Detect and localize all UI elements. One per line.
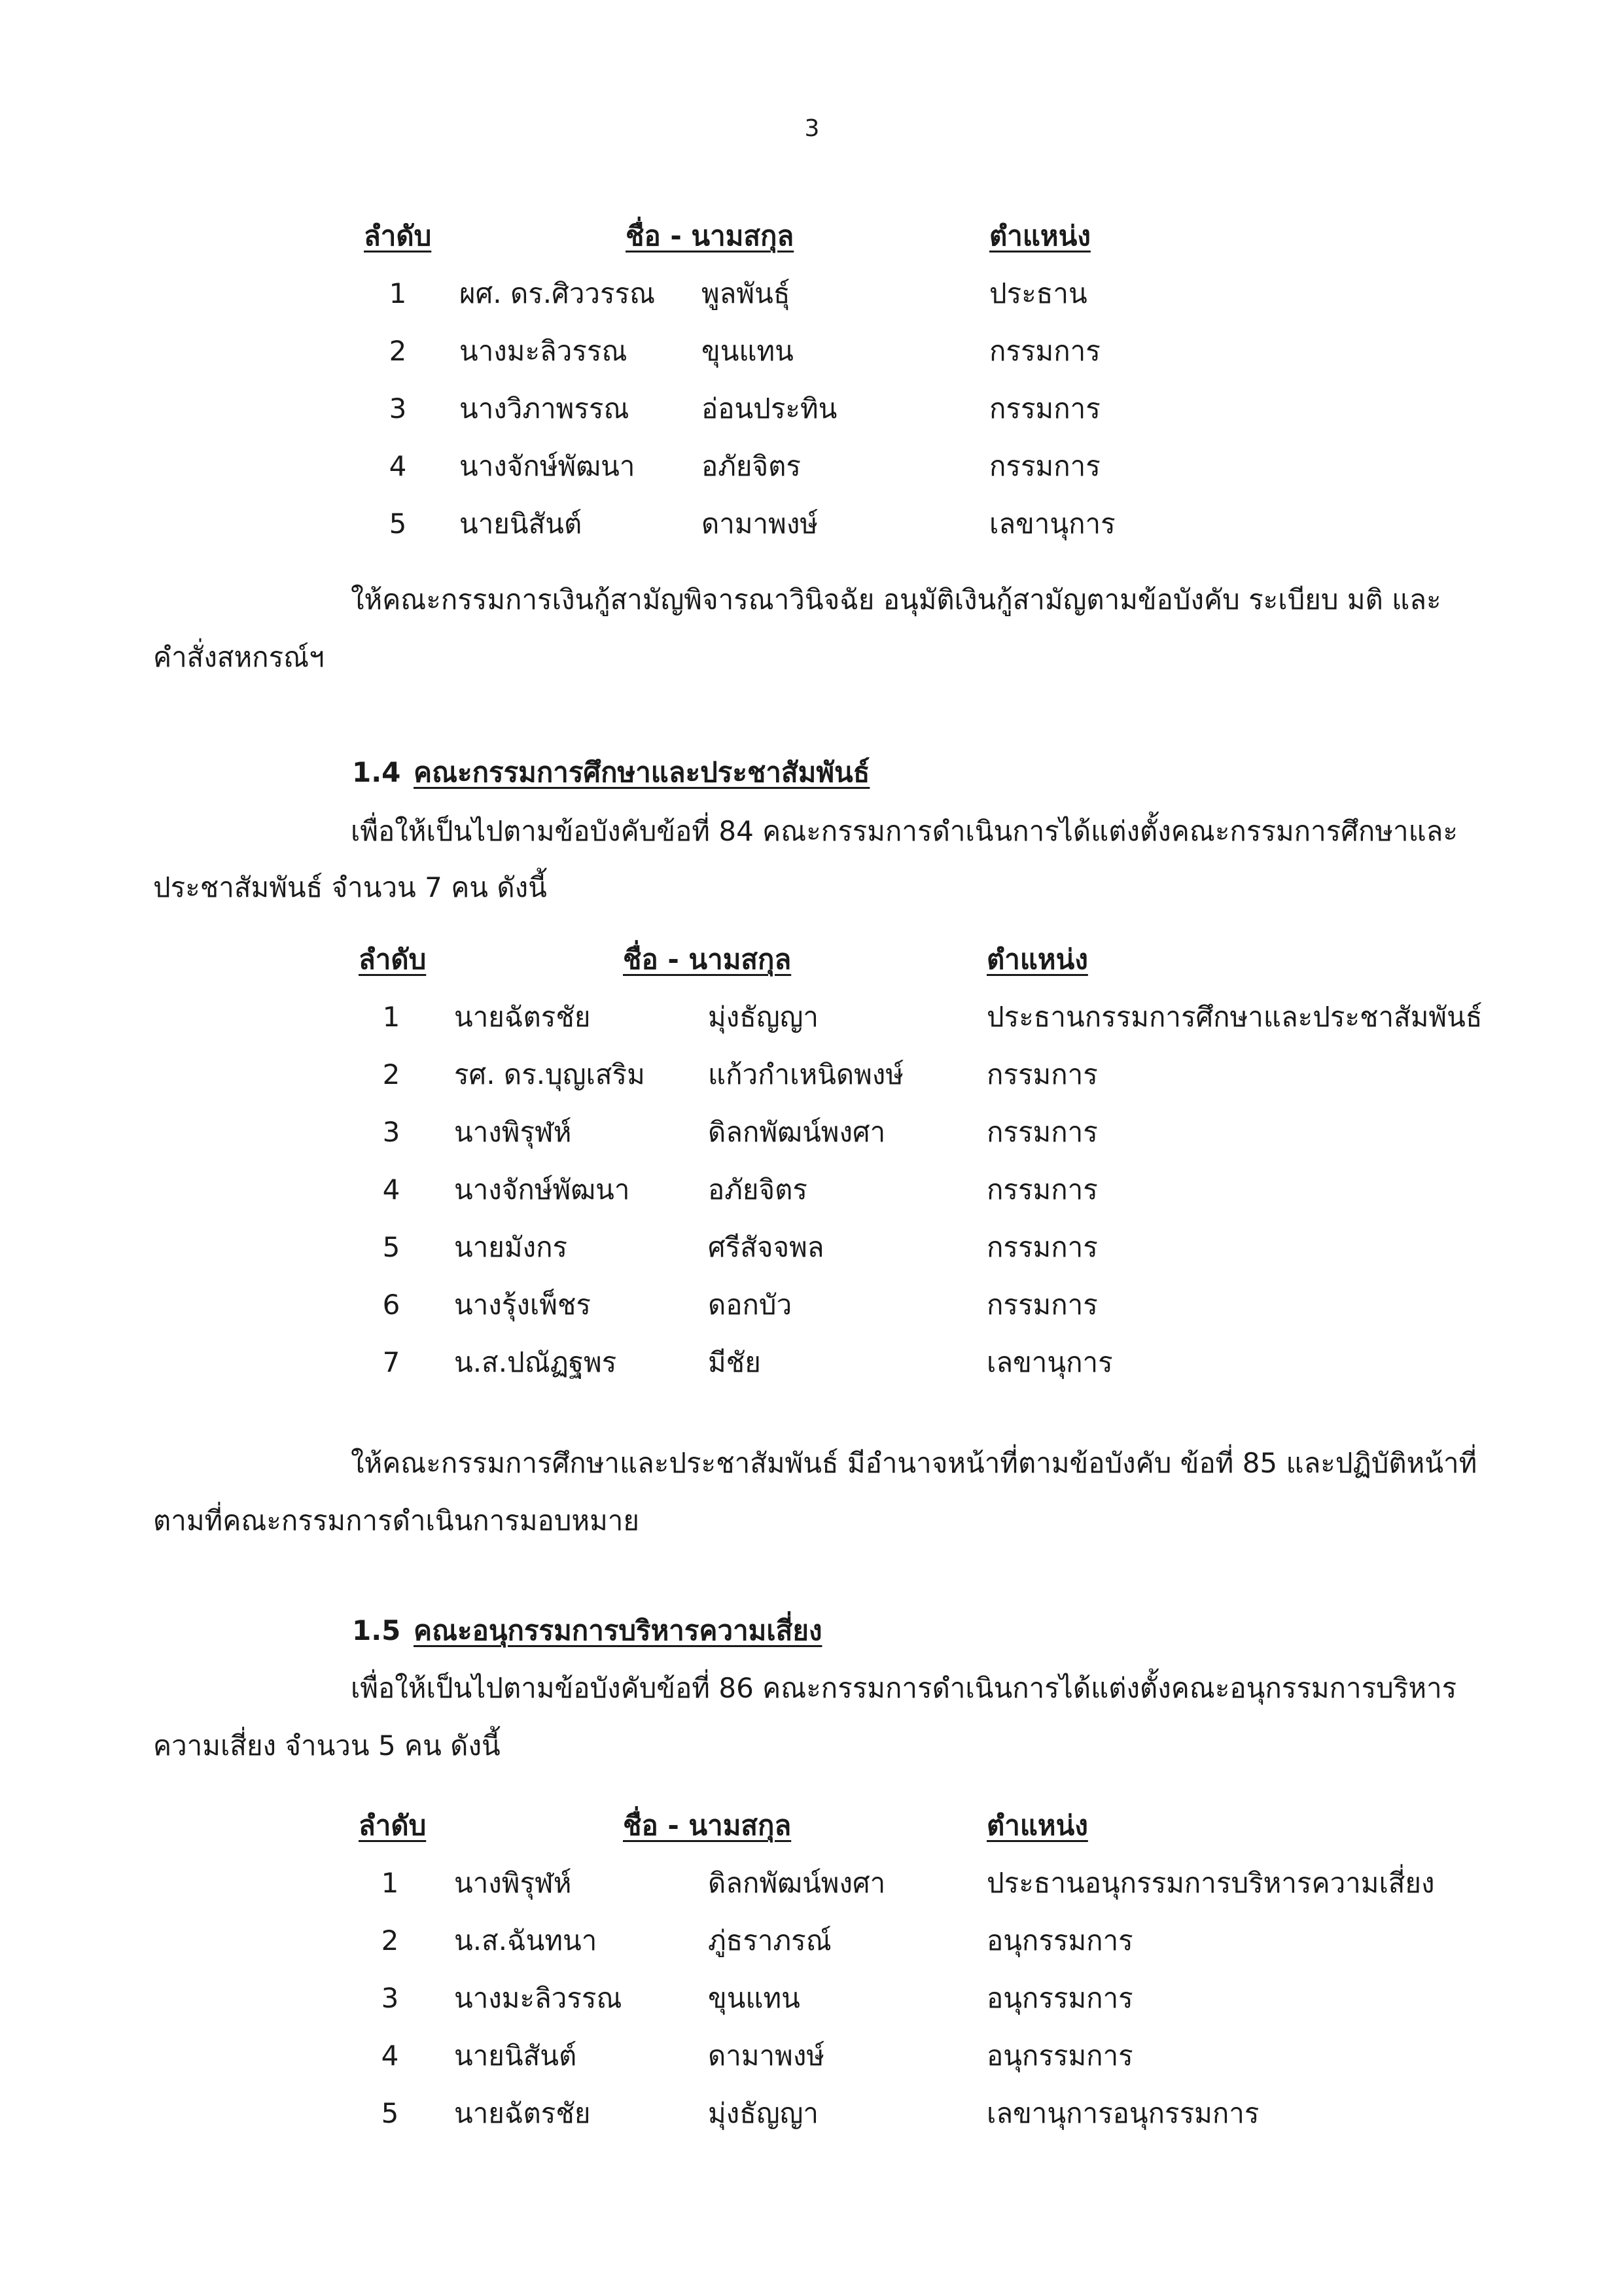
row-number: 4	[382, 1174, 400, 1206]
row-number: 6	[382, 1289, 400, 1321]
row-number: 2	[389, 335, 407, 367]
header-name: ชื่อ - นามสกุล	[623, 943, 792, 975]
first-name: นางมะลิวรรณ	[454, 1982, 622, 2014]
header-order: ลำดับ	[359, 1809, 427, 1841]
header-order: ลำดับ	[359, 943, 427, 975]
first-name: น.ส.ฉันทนา	[454, 1924, 597, 1957]
first-name: นายนิสันต์	[459, 508, 582, 540]
last-name: มุ่งธัญญา	[708, 2097, 819, 2129]
position: กรรมการ	[989, 450, 1101, 482]
row-number: 5	[382, 1231, 400, 1263]
row-number: 5	[381, 2097, 399, 2129]
section-intro-line2: ความเสี่ยง จำนวน 5 คน ดังนี้	[153, 1730, 501, 1762]
last-name: ขุนแทน	[708, 1982, 800, 2014]
first-name: นายฉัตรชัย	[454, 2097, 591, 2129]
row-number: 1	[382, 1001, 400, 1033]
first-name: นางจักษ์พัฒนา	[459, 450, 635, 482]
first-name: นางวิภาพรรณ	[459, 392, 629, 425]
page-number: 3	[804, 115, 820, 142]
header-position: ตำแหน่ง	[987, 1809, 1088, 1841]
row-number: 3	[382, 1116, 400, 1148]
last-name: ภู่ธราภรณ์	[708, 1924, 832, 1957]
first-name: นางรุ้งเพ็ชร	[454, 1289, 591, 1321]
position: ประธาน	[989, 277, 1087, 309]
last-name: ศรีสัจจพล	[708, 1231, 824, 1263]
last-name: มีชัย	[708, 1346, 761, 1378]
position: อนุกรรมการ	[987, 1924, 1133, 1957]
row-number: 4	[381, 2040, 399, 2072]
last-name: อภัยจิตร	[708, 1174, 807, 1206]
first-name: นายฉัตรชัย	[454, 1001, 591, 1033]
row-number: 3	[381, 1982, 399, 2014]
last-name: ดามาพงษ์	[701, 508, 819, 540]
row-number: 4	[389, 450, 407, 482]
header-order: ลำดับ	[364, 220, 432, 252]
section-number: 1.5	[352, 1614, 401, 1646]
first-name: นางพิรุฬห์	[454, 1116, 572, 1148]
row-number: 7	[382, 1346, 400, 1378]
last-name: อ่อนประทิน	[701, 392, 838, 425]
position: กรรมการ	[987, 1058, 1098, 1090]
loan-committee-mandate-line2: คำสั่งสหกรณ์ฯ	[153, 641, 325, 673]
position: กรรมการ	[989, 335, 1101, 367]
header-position: ตำแหน่ง	[989, 220, 1091, 252]
last-name: ขุนแทน	[701, 335, 794, 367]
last-name: ดอกบัว	[708, 1289, 792, 1321]
position: ประธานกรรมการศึกษาและประชาสัมพันธ์	[987, 1001, 1483, 1033]
section-intro-line2: ประชาสัมพันธ์ จำนวน 7 คน ดังนี้	[153, 871, 547, 903]
position: เลขานุการ	[989, 508, 1116, 540]
first-name: นายนิสันต์	[454, 2040, 577, 2072]
header-position: ตำแหน่ง	[987, 943, 1088, 975]
row-number: 5	[389, 508, 407, 540]
section-mandate-line2: ตามที่คณะกรรมการดำเนินการมอบหมาย	[153, 1505, 639, 1537]
section-mandate-line1: ให้คณะกรรมการศึกษาและประชาสัมพันธ์ มีอำนาจหน้าที่ตามข้อบังคับ ข้อที่ 85 และปฏิบัติหน้าที่	[351, 1447, 1477, 1479]
row-number: 3	[389, 392, 407, 425]
section-number: 1.4	[352, 756, 401, 788]
last-name: ดิลกพัฒน์พงศา	[708, 1867, 886, 1899]
position: กรรมการ	[987, 1289, 1098, 1321]
last-name: ดามาพงษ์	[708, 2040, 825, 2072]
first-name: น.ส.ปณัฏฐพร	[454, 1346, 617, 1378]
loan-committee-mandate-line1: ให้คณะกรรมการเงินกู้สามัญพิจารณาวินิจฉัย อนุมัติเงินกู้สามัญตามข้อบังคับ ระเบียบ มติ และ	[351, 583, 1441, 616]
position: กรรมการ	[989, 392, 1101, 425]
position: กรรมการ	[987, 1231, 1098, 1263]
last-name: อภัยจิตร	[701, 450, 801, 482]
first-name: นายมังกร	[454, 1231, 568, 1263]
last-name: พูลพันธุ์	[701, 277, 790, 309]
first-name: นางจักษ์พัฒนา	[454, 1174, 630, 1206]
position: เลขานุการ	[987, 1346, 1113, 1378]
row-number: 2	[382, 1058, 400, 1090]
header-name: ชื่อ - นามสกุล	[623, 1809, 792, 1841]
row-number: 2	[381, 1924, 399, 1957]
position: กรรมการ	[987, 1116, 1098, 1148]
first-name: ผศ. ดร.ศิววรรณ	[459, 277, 656, 309]
section-title: คณะอนุกรรมการบริหารความเสี่ยง	[414, 1614, 822, 1646]
row-number: 1	[381, 1867, 399, 1899]
last-name: แก้วกำเหนิดพงษ์	[708, 1058, 904, 1090]
row-number: 1	[389, 277, 407, 309]
position: เลขานุการอนุกรรมการ	[987, 2097, 1260, 2129]
position: อนุกรรมการ	[987, 1982, 1133, 2014]
last-name: มุ่งธัญญา	[708, 1001, 819, 1033]
first-name: รศ. ดร.บุญเสริม	[454, 1058, 645, 1090]
header-name: ชื่อ - นามสกุล	[626, 220, 794, 252]
section-intro-line1: เพื่อให้เป็นไปตามข้อบังคับข้อที่ 84 คณะกรรมการดำเนินการได้แต่งตั้งคณะกรรมการศึกษาและ	[351, 815, 1458, 847]
position: อนุกรรมการ	[987, 2040, 1133, 2072]
section-intro-line1: เพื่อให้เป็นไปตามข้อบังคับข้อที่ 86 คณะกรรมการดำเนินการได้แต่งตั้งคณะอนุกรรมการบริหาร	[351, 1672, 1457, 1704]
first-name: นางมะลิวรรณ	[459, 335, 627, 367]
position: กรรมการ	[987, 1174, 1098, 1206]
section-title: คณะกรรมการศึกษาและประชาสัมพันธ์	[414, 756, 870, 788]
position: ประธานอนุกรรมการบริหารความเสี่ยง	[987, 1867, 1435, 1899]
first-name: นางพิรุฬห์	[454, 1867, 572, 1899]
last-name: ดิลกพัฒน์พงศา	[708, 1116, 886, 1148]
